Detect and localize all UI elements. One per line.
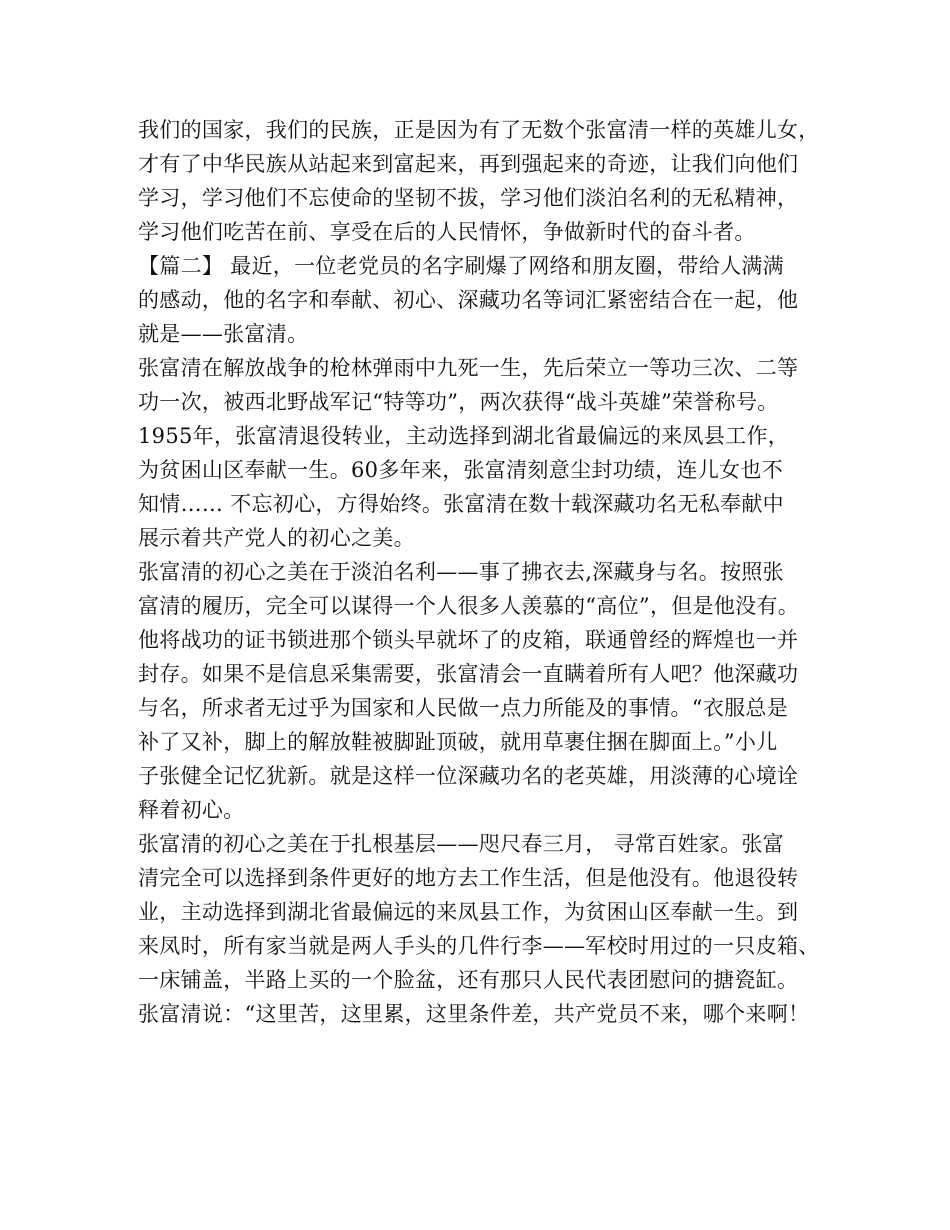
text-line: 富清的履历，完全可以谋得一个人很多人羡慕的“高位”，但是他没有。 — [138, 594, 800, 618]
text-line: 释着初心。 — [138, 798, 245, 822]
text-line: 才有了中华民族从站起来到富起来，再到强起来的奇迹，让我们向他们 — [138, 152, 799, 176]
text-line: 一床铺盖，半路上买的一个脸盆，还有那只人民代表团慰问的搪瓷缸。 — [138, 968, 799, 992]
text-line: 他将战功的证书锁进那个锁头早就坏了的皮箱，联通曾经的辉煌也一并 — [138, 628, 799, 652]
text-line: 张富清在解放战争的枪林弹雨中九死一生，先后荣立一等功三次、二等 — [138, 356, 799, 380]
text-line: 的感动，他的名字和奉献、初心、深藏功名等词汇紧密结合在一起，他 — [138, 288, 799, 312]
text-line: 知情…… 不忘初心，方得始终。张富清在数十载深藏功名无私奉献中 — [138, 492, 784, 516]
text-line: 为贫困山区奉献一生。60多年来，张富清刻意尘封功绩，连儿女也不 — [138, 458, 784, 482]
text-line: 张富清的初心之美在于扎根基层——咫尺春三月， 寻常百姓家。张富 — [138, 832, 784, 856]
text-line: 功一次，被西北野战军记“特等功”，两次获得“战斗英雄”荣誉称号。 — [138, 390, 779, 414]
text-line: 就是——张富清。 — [138, 322, 309, 346]
text-line: 封存。如果不是信息采集需要，张富清会一直瞒着所有人吧？他深藏功 — [138, 662, 799, 686]
text-line: 来凤时，所有家当就是两人手头的几件行李——军校时用过的一只皮箱、 — [138, 934, 820, 958]
text-line: 我们的国家，我们的民族，正是因为有了无数个张富清一样的英雄儿女， — [138, 118, 820, 142]
text-line: 张富清的初心之美在于淡泊名利——事了拂衣去,深藏身与名。按照张 — [138, 560, 784, 584]
document-page — [138, 113, 828, 1031]
text-line: 业，主动选择到湖北省最偏远的来凤县工作，为贫困山区奉献一生。到 — [138, 900, 799, 924]
text-line: 学习他们吃苦在前、享受在后的人民情怀，争做新时代的奋斗者。 — [138, 220, 756, 244]
text-line: 【篇二】 最近，一位老党员的名字刷爆了网络和朋友圈，带给人满满 — [138, 254, 784, 278]
text-line: 补了又补，脚上的解放鞋被脚趾顶破，就用草裹住捆在脚面上。”小儿 — [138, 730, 778, 754]
text-line: 与名，所求者无过乎为国家和人民做一点力所能及的事情。“衣服总是 — [138, 696, 789, 720]
text-line: 张富清说：“这里苦，这里累，这里条件差，共产党员不来，哪个来啊！ — [138, 1002, 810, 1026]
text-line: 学习，学习他们不忘使命的坚韧不拔，学习他们淡泊名利的无私精神， — [138, 186, 799, 210]
text-line: 1955年，张富清退役转业，主动选择到湖北省最偏远的来凤县工作， — [138, 424, 790, 448]
text-line: 清完全可以选择到条件更好的地方去工作生活，但是他没有。他退役转 — [138, 866, 799, 890]
text-line: 展示着共产党人的初心之美。 — [138, 526, 415, 550]
text-line: 子张健全记忆犹新。就是这样一位深藏功名的老英雄，用淡薄的心境诠 — [138, 764, 799, 788]
